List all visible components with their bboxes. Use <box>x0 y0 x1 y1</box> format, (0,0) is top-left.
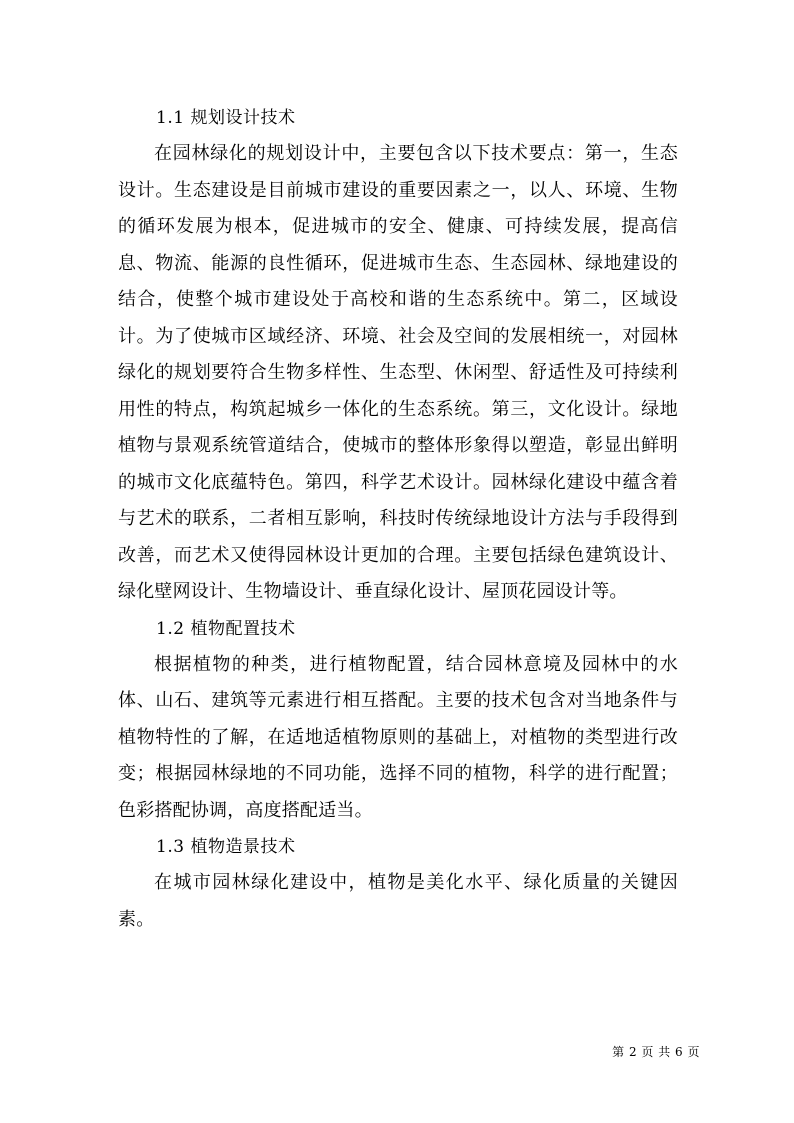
section-paragraph-plant-configuration: 根据植物的种类，进行植物配置，结合园林意境及园林中的水体、山石、建筑等元素进行相互搭配。主要的技术包含对当地条件与植物特性的了解，在适地适植物原则的基础上，对植物的类型进行改变；根据园林绿地的不同功能，选择不同的植物，科学的进行配置；色彩搭配协调，高度搭配适当。 <box>118 653 678 821</box>
section-paragraph-planning-design: 在园林绿化的规划设计中，主要包含以下技术要点：第一，生态设计。生态建设是目前城市建设的重要因素之一，以人、环境、生物的循环发展为根本，促进城市的安全、健康、可持续发展，提高信息、物流、能源的良性循环，促进城市生态、生态园林、绿地建设的结合，使整个城市建设处于高校和谐的生态系统中。第二，区域设计。为了使城市区域经济、环境、社会及空间的发展相统一，对园林绿化的规划要符合生物多样性、生态型、休闲型、舒适性及可持续利用性的特点，构筑起城乡一体化的生态系统。第三，文化设计。绿地植物与景观系统管道结合，使城市的整体形象得以塑造，彰显出鲜明的城市文化底蕴特色。第四，科学艺术设计。园林绿化建设中蕴含着与艺术的联系，二者相互影响，科技时传统绿地设计方法与手段得到改善，而艺术又使得园林设计更加的合理。主要包括绿色建筑设计、绿化壁网设计、生物墙设计、垂直绿化设计、屋顶花园设计等。 <box>118 143 678 602</box>
section-heading-planning-design: 1.1 规划设计技术 <box>156 108 296 128</box>
section-heading-plant-landscaping: 1.3 植物造景技术 <box>156 837 296 857</box>
page-number-footer: 第 2 页 共 6 页 <box>612 1045 700 1059</box>
section-heading-plant-configuration: 1.2 植物配置技术 <box>156 618 296 639</box>
document-body <box>118 100 678 938</box>
section-paragraph-plant-landscaping: 在城市园林绿化建设中，植物是美化水平、绿化质量的关键因素。 <box>118 872 678 930</box>
